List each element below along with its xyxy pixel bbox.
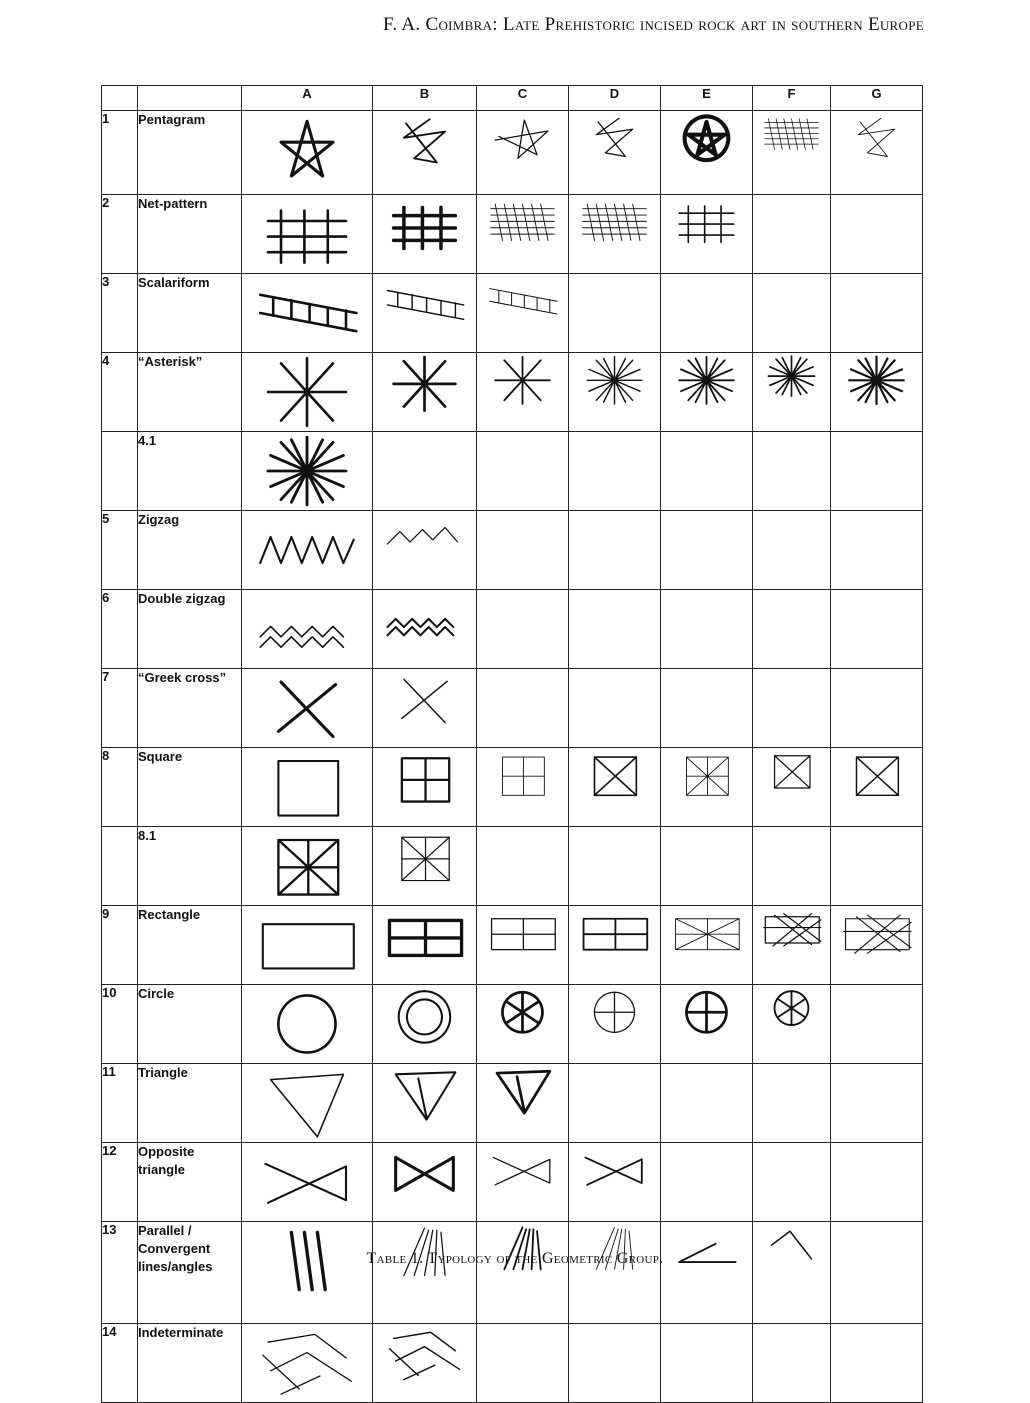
row-label: Square: [138, 748, 242, 827]
typology-cell-f: [753, 511, 831, 590]
typology-cell-g: [831, 1222, 923, 1324]
typology-cell-e: [661, 353, 753, 432]
typology-cell-g: [831, 669, 923, 748]
typology-cell-g: [831, 195, 923, 274]
typology-cell-e: [661, 669, 753, 748]
sketch-circleSpokes: [753, 985, 830, 1031]
sketch-asteriskDense: [242, 432, 372, 510]
typology-cell-a: [242, 906, 373, 985]
typology-cell-g: [831, 1064, 923, 1143]
sketch-starLoose: [373, 111, 476, 173]
typology-cell-g: [831, 432, 923, 511]
typology-cell-e: [661, 1222, 753, 1324]
sketch-asteriskDense: [753, 353, 830, 399]
table-caption: Table 1. Typology of the Geometric Group.: [366, 1250, 664, 1267]
row-number: [102, 827, 138, 906]
column-header-a: A: [242, 86, 373, 111]
sketch-triangle: [242, 1064, 372, 1142]
sketch-net: [242, 195, 372, 273]
sketch-squarePlus: [373, 748, 476, 810]
sketch-rectPlus: [373, 906, 476, 968]
typology-cell-c: [477, 432, 569, 511]
sketch-square: [242, 748, 372, 826]
typology-cell-f: [753, 1324, 831, 1403]
typology-cell-e: [661, 1064, 753, 1143]
typology-cell-a: [242, 195, 373, 274]
typology-cell-b: [373, 985, 477, 1064]
sketch-squarePlus: [477, 748, 568, 803]
typology-cell-a: [242, 827, 373, 906]
typology-cell-d: [569, 906, 661, 985]
typology-cell-b: [373, 274, 477, 353]
typology-cell-g: [831, 511, 923, 590]
sketch-rectPlus: [477, 906, 568, 961]
typology-cell-g: [831, 827, 923, 906]
row-number: 12: [102, 1143, 138, 1222]
sketch-indet: [373, 1324, 476, 1386]
typology-cell-a: [242, 1222, 373, 1324]
typology-cell-e: [661, 985, 753, 1064]
typology-cell-b: [373, 195, 477, 274]
typology-cell-f: [753, 985, 831, 1064]
sketch-oppTriLoose: [569, 1143, 660, 1198]
column-header-g: G: [831, 86, 923, 111]
typology-cell-f: [753, 669, 831, 748]
typology-cell-e: [661, 827, 753, 906]
sketch-netDense: [477, 195, 568, 250]
row-number: 14: [102, 1324, 138, 1403]
typology-cell-c: [477, 748, 569, 827]
typology-cell-g: [831, 590, 923, 669]
sketch-asteriskDense: [831, 353, 922, 408]
sketch-star: [242, 111, 372, 189]
typology-cell-b: [373, 432, 477, 511]
table-row: [102, 195, 923, 274]
typology-cell-f: [753, 432, 831, 511]
row-label: “Greek cross”: [138, 669, 242, 748]
typology-cell-d: [569, 353, 661, 432]
typology-cell-c: [477, 1143, 569, 1222]
table-row: [102, 274, 923, 353]
sketch-asterisk: [373, 353, 476, 415]
sketch-triangleDown: [373, 1064, 476, 1126]
typology-cell-c: [477, 511, 569, 590]
column-header-f: F: [753, 86, 831, 111]
typology-cell-a: [242, 353, 373, 432]
typology-cell-g: [831, 274, 923, 353]
column-header-e: E: [661, 86, 753, 111]
typology-cell-g: [831, 1143, 923, 1222]
sketch-scalar: [373, 274, 476, 336]
typology-cell-a: [242, 1064, 373, 1143]
typology-cell-e: [661, 906, 753, 985]
sketch-circle: [242, 985, 372, 1063]
table-row: [102, 511, 923, 590]
row-label: Net-pattern: [138, 195, 242, 274]
sketch-rect: [242, 906, 372, 984]
typology-cell-a: [242, 1143, 373, 1222]
column-header-b: B: [373, 86, 477, 111]
header-row: [102, 86, 923, 111]
typology-cell-e: [661, 1324, 753, 1403]
row-number: 6: [102, 590, 138, 669]
row-label: Indeterminate: [138, 1324, 242, 1403]
row-label: Rectangle: [138, 906, 242, 985]
typology-cell-d: [569, 1222, 661, 1324]
typology-cell-c: [477, 669, 569, 748]
sketch-netDense: [753, 111, 830, 157]
row-label: Circle: [138, 985, 242, 1064]
row-label: Parallel / Convergent lines/angles: [138, 1222, 242, 1324]
typology-cell-a: [242, 669, 373, 748]
typology-cell-c: [477, 111, 569, 195]
row-number: 11: [102, 1064, 138, 1143]
sketch-cross: [242, 669, 372, 747]
sketch-scalar: [242, 274, 372, 352]
typology-cell-g: [831, 748, 923, 827]
sketch-netDense: [569, 195, 660, 250]
typology-cell-b: [373, 353, 477, 432]
table-row: [102, 1324, 923, 1403]
typology-cell-g: [831, 906, 923, 985]
sketch-asteriskDense: [661, 353, 752, 408]
sketch-zigzag: [242, 511, 372, 589]
typology-cell-a: [242, 511, 373, 590]
table-row: [102, 1143, 923, 1222]
row-label: “Asterisk”: [138, 353, 242, 432]
sketch-rectPlus: [569, 906, 660, 961]
typology-cell-a: [242, 111, 373, 195]
row-label: Opposite triangle: [138, 1143, 242, 1222]
row-number: 9: [102, 906, 138, 985]
typology-cell-a: [242, 432, 373, 511]
typology-cell-d: [569, 432, 661, 511]
sketch-rectGrid: [753, 906, 830, 952]
row-number: 1: [102, 111, 138, 195]
typology-cell-a: [242, 590, 373, 669]
table-row: [102, 1222, 923, 1324]
sketch-starFlat: [477, 111, 568, 166]
typology-cell-c: [477, 1064, 569, 1143]
table-row: [102, 669, 923, 748]
sketch-squareStar: [373, 827, 476, 889]
row-number: 4: [102, 353, 138, 432]
sketch-circlePlus: [661, 985, 752, 1040]
typology-cell-d: [569, 748, 661, 827]
typology-cell-b: [373, 748, 477, 827]
row-number: 3: [102, 274, 138, 353]
sketch-squareStar: [661, 748, 752, 803]
table-row: [102, 590, 923, 669]
sketch-squareX: [831, 748, 922, 803]
typology-cell-a: [242, 274, 373, 353]
typology-cell-f: [753, 906, 831, 985]
typology-cell-c: [477, 985, 569, 1064]
typology-cell-f: [753, 827, 831, 906]
typology-cell-b: [373, 590, 477, 669]
typology-cell-e: [661, 274, 753, 353]
row-label: 8.1: [138, 827, 242, 906]
typology-cell-c: [477, 274, 569, 353]
sketch-starLoose: [569, 111, 660, 166]
row-number: 5: [102, 511, 138, 590]
typology-cell-b: [373, 511, 477, 590]
typology-cell-b: [373, 1064, 477, 1143]
row-number: 10: [102, 985, 138, 1064]
table-row: [102, 827, 923, 906]
sketch-dzigzag: [373, 590, 476, 652]
typology-cell-f: [753, 353, 831, 432]
row-number: [102, 432, 138, 511]
typology-cell-b: [373, 1143, 477, 1222]
typology-cell-d: [569, 111, 661, 195]
row-number: 2: [102, 195, 138, 274]
sketch-rectStar: [661, 906, 752, 961]
column-header-d: D: [569, 86, 661, 111]
header-label-cell: [138, 86, 242, 111]
typology-cell-c: [477, 353, 569, 432]
running-head: F. A. Coimbra: Late Prehistoric incised rock art in southern Europe: [383, 14, 924, 35]
table-row: [102, 985, 923, 1064]
sketch-circleDouble: [373, 985, 476, 1047]
row-label: Pentagram: [138, 111, 242, 195]
row-label: Double zigzag: [138, 590, 242, 669]
typology-cell-c: [477, 1324, 569, 1403]
typology-cell-g: [831, 985, 923, 1064]
typology-cell-a: [242, 748, 373, 827]
table-row: [102, 748, 923, 827]
sketch-asterisk: [477, 353, 568, 408]
typology-cell-a: [242, 985, 373, 1064]
row-label: 4.1: [138, 432, 242, 511]
typology-cell-e: [661, 748, 753, 827]
row-number: 7: [102, 669, 138, 748]
header-num-cell: [102, 86, 138, 111]
typology-cell-c: [477, 590, 569, 669]
typology-cell-f: [753, 748, 831, 827]
typology-cell-f: [753, 111, 831, 195]
typology-cell-e: [661, 195, 753, 274]
typology-cell-b: [373, 1222, 477, 1324]
sketch-triangleDown: [477, 1064, 568, 1119]
sketch-zigzagSoft: [373, 511, 476, 573]
table-row: [102, 906, 923, 985]
sketch-net: [373, 195, 476, 257]
typology-cell-e: [661, 432, 753, 511]
sketch-indet: [242, 1324, 372, 1402]
typology-cell-g: [831, 353, 923, 432]
typology-cell-d: [569, 1143, 661, 1222]
sketch-scalar: [477, 274, 568, 329]
sketch-asterisk: [242, 353, 372, 431]
typology-cell-b: [373, 827, 477, 906]
typology-cell-f: [753, 590, 831, 669]
typology-cell-c: [477, 906, 569, 985]
typology-cell-e: [661, 590, 753, 669]
typology-cell-e: [661, 111, 753, 195]
table-row: [102, 353, 923, 432]
sketch-circleStar: [661, 111, 752, 166]
typology-cell-f: [753, 274, 831, 353]
row-label: Zigzag: [138, 511, 242, 590]
sketch-oppTriLoose: [477, 1143, 568, 1198]
row-label: Triangle: [138, 1064, 242, 1143]
table-row: [102, 1064, 923, 1143]
typology-cell-d: [569, 1324, 661, 1403]
typology-cell-b: [373, 906, 477, 985]
typology-cell-d: [569, 511, 661, 590]
row-label: Scalariform: [138, 274, 242, 353]
row-number: 8: [102, 748, 138, 827]
table-row: [102, 111, 923, 195]
typology-cell-f: [753, 1143, 831, 1222]
typology-cell-d: [569, 195, 661, 274]
sketch-squareX: [569, 748, 660, 803]
typology-cell-d: [569, 274, 661, 353]
typology-cell-d: [569, 1064, 661, 1143]
typology-cell-d: [569, 590, 661, 669]
typology-cell-f: [753, 195, 831, 274]
sketch-circlePlus: [569, 985, 660, 1040]
typology-cell-c: [477, 827, 569, 906]
table-row: [102, 432, 923, 511]
typology-cell-d: [569, 827, 661, 906]
typology-cell-b: [373, 111, 477, 195]
typology-cell-a: [242, 1324, 373, 1403]
sketch-rectGrid: [831, 906, 922, 961]
typology-cell-f: [753, 1064, 831, 1143]
typology-cell-c: [477, 1222, 569, 1324]
typology-table: [101, 85, 923, 1403]
sketch-dzigzag: [242, 590, 372, 668]
sketch-circleSpokes: [477, 985, 568, 1040]
sketch-starLoose: [831, 111, 922, 166]
column-header-c: C: [477, 86, 569, 111]
typology-cell-e: [661, 1143, 753, 1222]
sketch-squareStar: [242, 827, 372, 905]
typology-cell-b: [373, 1324, 477, 1403]
sketch-cross: [373, 669, 476, 731]
typology-cell-e: [661, 511, 753, 590]
typology-cell-g: [831, 1324, 923, 1403]
typology-cell-g: [831, 111, 923, 195]
typology-cell-f: [753, 1222, 831, 1324]
sketch-oppTri: [373, 1143, 476, 1205]
typology-cell-c: [477, 195, 569, 274]
typology-cell-b: [373, 669, 477, 748]
typology-cell-d: [569, 669, 661, 748]
typology-cell-d: [569, 985, 661, 1064]
sketch-oppTriLoose: [242, 1143, 372, 1221]
sketch-squareX: [753, 748, 830, 794]
row-number: 13: [102, 1222, 138, 1324]
sketch-net: [661, 195, 752, 250]
sketch-asteriskDense: [569, 353, 660, 408]
